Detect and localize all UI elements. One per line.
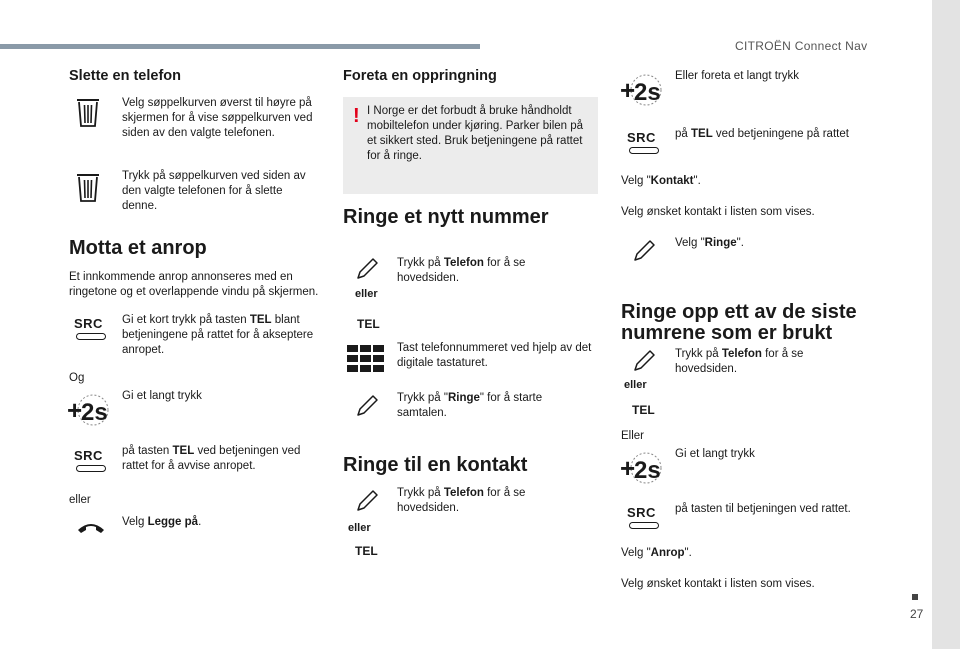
warning-icon: ! bbox=[353, 105, 360, 127]
contact-step-4: Velg "Kontakt". bbox=[621, 175, 701, 187]
header-title: CITROËN Connect Nav bbox=[735, 39, 868, 53]
svg-text:2s: 2s bbox=[81, 399, 108, 426]
contact-step-6: Velg "Ringe". bbox=[675, 237, 744, 249]
delete-step-2: Trykk på søppelkurven ved siden av den valgte telefonen for å slette denne. bbox=[122, 170, 306, 212]
keypad-icon bbox=[347, 345, 387, 373]
svg-text:+: + bbox=[67, 395, 83, 425]
contact-step-5: Velg ønsket kontakt i listen som vises. bbox=[621, 206, 815, 218]
eller-label: eller bbox=[348, 522, 371, 534]
warning-note-text: I Norge er det forbudt å bruke håndholdt mobiltelefon under kjøring. Parker bilen på et sikkert sted. Bruk betjeningene på rattet for å ringe. bbox=[367, 105, 584, 162]
src-button-icon: SRC bbox=[74, 448, 110, 472]
new-number-step-2: Tast telefonnummeret ved hjelp av det digitale tastaturet. bbox=[397, 342, 592, 369]
receive-step-1: Gi et kort trykk på tasten TEL blant betjeningene på rattet for å akseptere anropet. bbox=[122, 314, 314, 356]
delete-step-1: Velg søppelkurven øverst til høyre på skjermen for å vise søppelkurven ved siden av den valgte telefonen. bbox=[122, 97, 313, 139]
phone-handset-icon bbox=[356, 258, 378, 280]
recent-step-5: Velg ønsket kontakt i listen som vises. bbox=[621, 578, 815, 590]
tel-label: TEL bbox=[355, 544, 378, 558]
recent-step-4: Velg "Anrop". bbox=[621, 547, 692, 559]
page-marker bbox=[912, 594, 918, 600]
tel-label: TEL bbox=[357, 317, 380, 331]
phone-handset-icon bbox=[633, 350, 655, 372]
eller-label: eller bbox=[355, 288, 378, 300]
recent-step-2: Gi et langt trykk bbox=[675, 448, 755, 460]
receive-step-3: på tasten TEL ved betjeningen ved rattet for å avvise anropet. bbox=[122, 445, 301, 472]
long-press-2s-icon bbox=[67, 392, 109, 428]
contact-step-2: Eller foreta et langt trykk bbox=[675, 70, 799, 82]
new-number-step-3: Trykk på "Ringe" for å starte samtalen. bbox=[397, 392, 543, 419]
receive-call-intro: Et innkommende anrop annonseres med en ringetone og et overlappende vindu på skjermen. bbox=[69, 271, 319, 298]
page-number: 27 bbox=[910, 607, 924, 621]
section-title-make-call: Foreta en oppringning bbox=[343, 68, 497, 84]
contact-step-3: på TEL ved betjeningene på rattet bbox=[675, 128, 849, 140]
svg-text:2s: 2s bbox=[634, 79, 661, 106]
eller-label: eller bbox=[69, 494, 91, 506]
recent-step-1: Trykk på Telefon for å se hovedsiden. bbox=[675, 348, 804, 375]
section-title-delete-phone: Slette en telefon bbox=[69, 68, 181, 84]
eller-label: eller bbox=[624, 379, 647, 391]
receive-step-2: Gi et langt trykk bbox=[122, 390, 202, 402]
trash-icon bbox=[77, 98, 99, 126]
section-title-new-number: Ringe et nytt nummer bbox=[343, 206, 549, 228]
trash-icon bbox=[77, 173, 99, 201]
section-title-call-contact: Ringe til en kontakt bbox=[343, 454, 528, 476]
src-button-icon: SRC bbox=[627, 130, 663, 154]
receive-step-4: Velg Legge på. bbox=[122, 516, 202, 528]
svg-text:2s: 2s bbox=[634, 457, 661, 484]
og-label: Og bbox=[69, 372, 85, 384]
src-button-icon: SRC bbox=[627, 505, 663, 529]
new-number-step-1: Trykk på Telefon for å se hovedsiden. bbox=[397, 257, 526, 284]
svg-text:+: + bbox=[620, 453, 636, 483]
svg-text:+: + bbox=[620, 75, 636, 105]
phone-handset-icon bbox=[633, 240, 655, 262]
hang-up-icon bbox=[77, 520, 105, 534]
recent-step-3: på tasten til betjeningen ved rattet. bbox=[675, 503, 851, 515]
phone-handset-icon bbox=[356, 490, 378, 512]
long-press-2s-icon bbox=[620, 450, 662, 486]
phone-handset-icon bbox=[356, 395, 378, 417]
contact-step-1: Trykk på Telefon for å se hovedsiden. bbox=[397, 487, 526, 514]
eller-cap-label: Eller bbox=[621, 430, 645, 442]
long-press-2s-icon bbox=[620, 72, 662, 108]
src-button-icon: SRC bbox=[74, 316, 110, 340]
section-title-recent-numbers: Ringe opp ett av de siste numrene som er brukt bbox=[621, 301, 857, 344]
section-title-receive-call: Motta et anrop bbox=[69, 237, 207, 259]
tel-label: TEL bbox=[632, 403, 655, 417]
header-bar bbox=[0, 44, 480, 49]
page-sidebar bbox=[932, 0, 960, 649]
